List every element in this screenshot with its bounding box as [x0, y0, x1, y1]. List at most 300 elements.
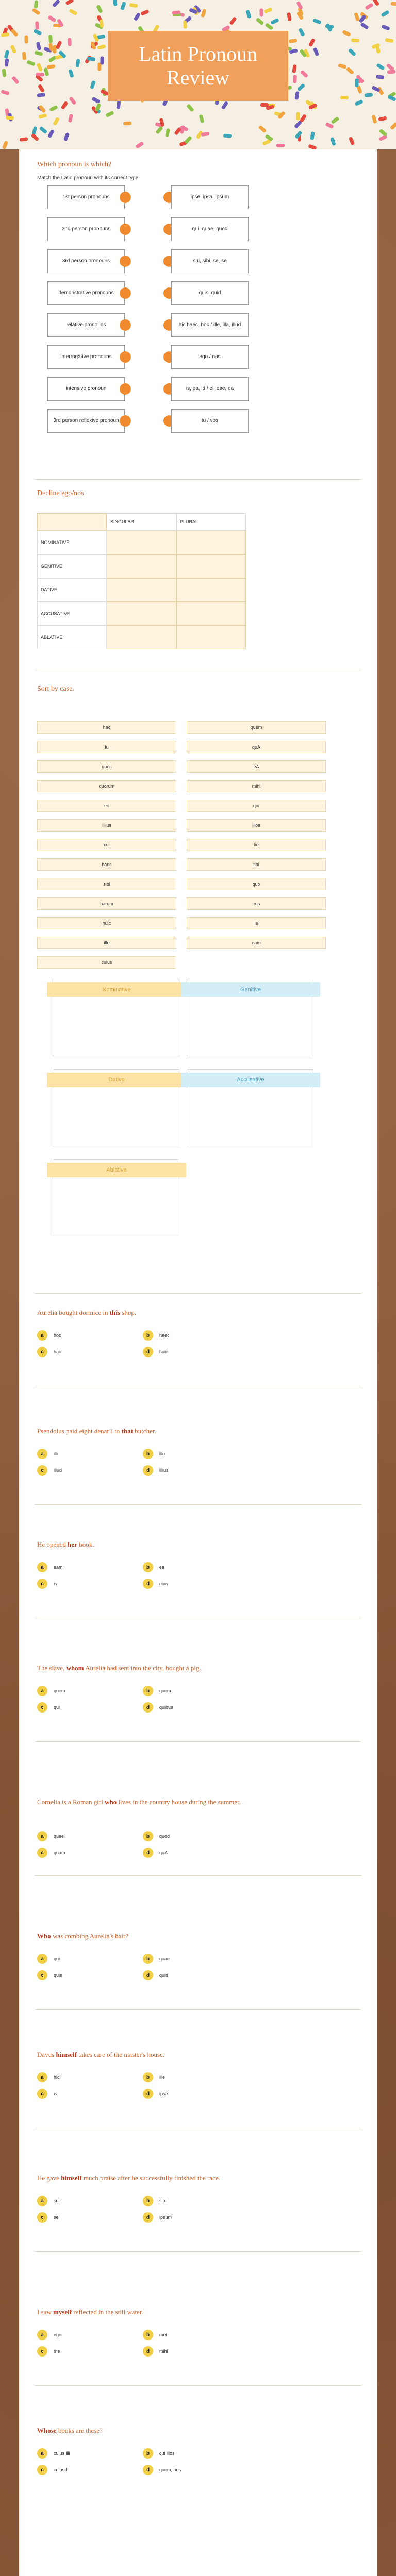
confetti-piece: [259, 8, 263, 16]
option-text: quam: [54, 1850, 65, 1855]
confetti-piece: [381, 24, 390, 30]
match-left-box[interactable]: 3rd person reflexive pronoun: [47, 409, 125, 433]
confetti-piece: [342, 30, 351, 37]
header-plural: PLURAL: [176, 513, 246, 531]
option-letter: b: [143, 1686, 153, 1696]
sort-item[interactable]: quem: [187, 721, 326, 734]
confetti-piece: [68, 38, 72, 46]
category-box-accusative[interactable]: [187, 1069, 314, 1146]
confetti-piece: [298, 28, 305, 37]
answer-option-b[interactable]: [143, 2447, 175, 2460]
singular-input[interactable]: [107, 578, 176, 602]
match-left-box[interactable]: 2nd person pronouns: [47, 217, 125, 241]
confetti-piece: [387, 70, 395, 74]
confetti-piece: [186, 104, 194, 112]
confetti-piece: [355, 78, 359, 87]
sort-item[interactable]: hac: [37, 721, 176, 734]
confetti-piece: [378, 116, 387, 121]
sort-item[interactable]: ille: [37, 937, 176, 949]
confetti-piece: [68, 69, 74, 78]
question-1: [37, 1309, 357, 1317]
sort-item[interactable]: eus: [187, 897, 326, 910]
confetti-piece: [381, 10, 389, 17]
option-text: eius: [159, 1581, 168, 1586]
match-right-box[interactable]: ego / nos: [171, 345, 249, 369]
confetti-piece: [37, 93, 46, 97]
confetti-piece: [90, 80, 96, 89]
confetti-piece: [96, 5, 103, 13]
confetti-piece: [313, 47, 319, 56]
confetti-piece: [371, 115, 377, 124]
category-label: Accusative: [181, 1073, 320, 1087]
question-keyword: Whose: [37, 2427, 57, 2434]
answer-option-c[interactable]: [37, 1846, 65, 1859]
confetti-piece: [120, 2, 126, 10]
option-letter: c: [37, 1465, 47, 1476]
option-text: qui: [54, 1956, 60, 1961]
question-text: Davus: [37, 2050, 56, 2058]
match-left-dot[interactable]: [120, 415, 131, 427]
answer-option-b[interactable]: [143, 2195, 167, 2207]
answer-option-c[interactable]: [37, 1578, 57, 1590]
option-letter: b: [143, 1330, 153, 1341]
match-left-box[interactable]: 3rd person pronouns: [47, 249, 125, 273]
option-text: quid: [159, 1973, 169, 1978]
answer-option-b[interactable]: [143, 1448, 165, 1460]
option-letter: a: [37, 1330, 47, 1341]
confetti-piece: [47, 129, 55, 138]
answer-option-b[interactable]: [143, 1830, 170, 1842]
answer-option-a[interactable]: [37, 1685, 65, 1697]
confetti-piece: [129, 3, 138, 8]
confetti-piece: [385, 38, 394, 43]
confetti-piece: [270, 18, 279, 25]
answer-option-c[interactable]: [37, 2464, 70, 2476]
option-text: quibus: [159, 1705, 173, 1710]
answer-option-a[interactable]: [37, 1448, 58, 1460]
option-letter: d: [143, 1579, 153, 1589]
confetti-piece: [165, 128, 170, 137]
option-letter: c: [37, 2465, 47, 2475]
confetti-piece: [201, 132, 210, 137]
confetti-piece: [65, 0, 74, 5]
question-keyword: whom: [66, 1664, 84, 1672]
confetti-piece: [35, 21, 39, 29]
answer-option-c[interactable]: [37, 2345, 60, 2358]
table-corner: [37, 513, 107, 531]
sort-item[interactable]: quo: [187, 878, 326, 890]
category-box-ablative[interactable]: [53, 1159, 179, 1236]
answer-option-a[interactable]: [37, 2071, 60, 2083]
question-text: Psendolus paid eight denarii to: [37, 1427, 122, 1435]
row-label-genitive: GENITIVE: [37, 554, 107, 578]
confetti-piece: [75, 59, 80, 67]
confetti-piece: [245, 10, 252, 19]
question-text: much praise after he successfully finished the race.: [81, 2174, 220, 2182]
confetti-piece: [346, 67, 355, 75]
option-text: cuius illi: [54, 2451, 70, 2456]
answer-option-c[interactable]: [37, 2211, 59, 2224]
answer-option-a[interactable]: [37, 1561, 63, 1573]
option-text: ipsum: [159, 2215, 172, 2220]
option-text: ille: [159, 2075, 166, 2080]
divider: [35, 1504, 361, 1505]
confetti-piece: [256, 18, 265, 26]
plural-input[interactable]: [176, 554, 246, 578]
option-text: ego: [54, 2332, 62, 2337]
page-title-line-2: Review: [166, 66, 230, 89]
confetti-piece: [38, 113, 47, 119]
confetti-piece: [300, 114, 307, 123]
option-letter: b: [143, 2448, 153, 2459]
answer-option-c[interactable]: [37, 1969, 62, 1981]
confetti-piece: [33, 29, 42, 36]
confetti-piece: [308, 144, 317, 149]
option-letter: a: [37, 2196, 47, 2206]
option-letter: a: [37, 1831, 47, 1841]
category-box-genitive[interactable]: [187, 979, 314, 1056]
confetti-piece: [391, 2, 396, 6]
confetti-piece: [1, 90, 9, 95]
matching-instructions: Match the Latin pronoun with its correct type.: [37, 175, 140, 181]
sort-item[interactable]: is: [187, 917, 326, 929]
confetti-piece: [34, 0, 39, 9]
option-letter: a: [37, 2448, 47, 2459]
confetti-piece: [354, 99, 363, 106]
answer-option-a[interactable]: [37, 1830, 64, 1842]
match-right-box[interactable]: hic haec, hoc / ille, illa, illud: [171, 313, 249, 337]
match-left-dot[interactable]: [120, 319, 131, 331]
sort-item[interactable]: quos: [37, 760, 176, 773]
confetti-piece: [201, 9, 207, 18]
header-singular: SINGULAR: [107, 513, 176, 531]
question-text: Aurelia bought dormice in: [37, 1309, 110, 1316]
section-heading-matching: Which pronoun is which?: [37, 161, 112, 168]
answer-option-c[interactable]: [37, 1701, 60, 1714]
answer-option-d[interactable]: [143, 1846, 168, 1859]
divider: [35, 2251, 361, 2252]
plural-input[interactable]: [176, 531, 246, 554]
answer-option-d[interactable]: [143, 1464, 169, 1477]
confetti-piece: [387, 95, 396, 102]
answer-option-b[interactable]: [143, 1685, 171, 1697]
answer-option-b[interactable]: [143, 2329, 167, 2341]
option-text: quae: [54, 1834, 64, 1839]
option-letter: d: [143, 2346, 153, 2357]
answer-option-b[interactable]: [143, 1561, 164, 1573]
option-text: illo: [159, 1451, 166, 1456]
confetti-piece: [155, 126, 163, 134]
option-letter: b: [143, 2072, 153, 2082]
question-text: butcher.: [133, 1427, 156, 1435]
option-letter: a: [37, 1562, 47, 1572]
question-keyword: himself: [61, 2174, 82, 2182]
sort-item[interactable]: illius: [37, 819, 176, 832]
singular-input[interactable]: [107, 625, 176, 649]
confetti-piece: [97, 44, 106, 50]
confetti-piece: [221, 101, 229, 110]
confetti-piece: [296, 1, 303, 10]
option-letter: c: [37, 1579, 47, 1589]
match-left-box[interactable]: relative pronouns: [47, 313, 125, 337]
confetti-piece: [100, 19, 104, 28]
question-text: lives in the country house during the summer.: [117, 1798, 241, 1806]
confetti-piece: [31, 8, 40, 15]
match-right-box[interactable]: sui, sibi, se, se: [171, 249, 249, 273]
question-keyword: himself: [56, 2050, 77, 2058]
plural-input[interactable]: [176, 602, 246, 625]
answer-option-c[interactable]: [37, 1464, 62, 1477]
singular-input[interactable]: [107, 531, 176, 554]
sort-item[interactable]: tibi: [187, 858, 326, 871]
option-text: cuius hi: [54, 2467, 70, 2472]
question-4: [37, 1664, 357, 1673]
answer-option-c[interactable]: [37, 2088, 57, 2100]
confetti-piece: [52, 0, 60, 8]
plural-input[interactable]: [176, 625, 246, 649]
question-10: [37, 2427, 357, 2435]
category-label: Ablative: [47, 1163, 186, 1177]
section-heading-decline: Decline ego/nos: [37, 489, 84, 497]
sort-item[interactable]: quA: [187, 741, 326, 753]
question-text: reflected in the still water.: [72, 2308, 143, 2316]
singular-input[interactable]: [107, 554, 176, 578]
answer-option-b[interactable]: [143, 2071, 165, 2083]
answer-option-a[interactable]: [37, 2447, 70, 2460]
confetti-piece: [36, 72, 45, 76]
option-letter: c: [37, 1848, 47, 1858]
question-3: [37, 1540, 357, 1549]
confetti-piece: [22, 52, 27, 60]
confetti-piece: [1, 32, 10, 38]
answer-option-a[interactable]: [37, 2195, 60, 2207]
match-left-dot[interactable]: [120, 192, 131, 203]
question-text: books are these?: [56, 2427, 103, 2434]
match-right-box[interactable]: qui, quae, quod: [171, 217, 249, 241]
confetti-piece: [140, 9, 149, 15]
sort-item[interactable]: qui: [187, 800, 326, 812]
confetti-piece: [312, 18, 321, 24]
option-text: se: [54, 2215, 59, 2220]
answer-option-a[interactable]: [37, 2329, 61, 2341]
confetti-piece: [297, 83, 306, 92]
option-text: quA: [159, 1850, 168, 1855]
confetti-piece: [117, 100, 121, 109]
sort-item[interactable]: harum: [37, 897, 176, 910]
confetti-piece: [39, 126, 48, 134]
question-text: He opened: [37, 1540, 68, 1548]
confetti-piece: [68, 114, 73, 123]
sort-item[interactable]: eam: [187, 937, 326, 949]
option-letter: c: [37, 2089, 47, 2099]
confetti-piece: [330, 137, 336, 146]
confetti-piece: [61, 101, 69, 110]
sort-item[interactable]: tu: [37, 741, 176, 753]
answer-option-d[interactable]: [143, 1969, 168, 1981]
confetti-piece: [310, 131, 315, 140]
confetti-piece: [376, 75, 385, 79]
confetti-piece: [365, 3, 373, 10]
confetti-piece: [390, 122, 396, 130]
option-text: hoc: [54, 1333, 61, 1338]
confetti-piece: [348, 48, 356, 56]
option-text: quem: [159, 1688, 171, 1693]
title-box: [108, 31, 288, 101]
match-left-dot[interactable]: [120, 287, 131, 299]
sort-item[interactable]: eA: [187, 760, 326, 773]
divider: [35, 479, 361, 480]
confetti-piece: [31, 133, 40, 142]
match-right-box[interactable]: is, ea, id / ei, eae, ea: [171, 377, 249, 401]
confetti-piece: [34, 50, 43, 56]
match-right-box[interactable]: tu / vos: [171, 409, 249, 433]
option-text: sui: [54, 2198, 60, 2204]
question-keyword: that: [121, 1427, 133, 1435]
match-left-box[interactable]: 1st person pronouns: [47, 185, 125, 209]
confetti-piece: [123, 122, 131, 126]
match-left-box[interactable]: interrogative pronouns: [47, 345, 125, 369]
confetti-piece: [20, 137, 28, 142]
option-letter: d: [143, 2089, 153, 2099]
category-box-nominative[interactable]: [53, 979, 179, 1056]
option-text: sibi: [159, 2198, 167, 2204]
question-text: The slave,: [37, 1664, 67, 1672]
question-7: [37, 2050, 357, 2059]
answer-option-d[interactable]: [143, 1578, 168, 1590]
confetti-piece: [263, 7, 272, 13]
option-letter: d: [143, 1702, 153, 1713]
sort-item[interactable]: mihi: [187, 780, 326, 792]
confetti-piece: [365, 93, 373, 97]
option-letter: b: [143, 1449, 153, 1459]
question-9: [37, 2308, 357, 2317]
confetti-piece: [287, 12, 291, 21]
option-letter: d: [143, 1347, 153, 1357]
option-text: mihi: [159, 2349, 168, 2354]
match-left-box[interactable]: demonstrative pronouns: [47, 281, 125, 305]
answer-option-b[interactable]: [143, 1953, 170, 1965]
confetti-piece: [100, 56, 104, 64]
option-letter: b: [143, 2330, 153, 2340]
match-left-dot[interactable]: [120, 224, 131, 235]
answer-option-d[interactable]: [143, 2464, 181, 2476]
confetti-piece: [55, 41, 62, 49]
match-right-box[interactable]: quis, quid: [171, 281, 249, 305]
sort-item[interactable]: cui: [37, 839, 176, 851]
match-left-dot[interactable]: [120, 351, 131, 363]
sort-item[interactable]: cuius: [37, 956, 176, 969]
question-2: [37, 1427, 357, 1436]
answer-option-d[interactable]: [143, 2345, 168, 2358]
confetti-piece: [199, 114, 205, 123]
option-text: hac: [54, 1349, 61, 1354]
confetti-piece: [47, 15, 56, 22]
option-text: ea: [159, 1565, 165, 1570]
option-text: eam: [54, 1565, 63, 1570]
option-text: illi: [54, 1451, 58, 1456]
match-right-box[interactable]: ipse, ipsa, ipsum: [171, 185, 249, 209]
option-letter: c: [37, 1347, 47, 1357]
confetti-piece: [37, 63, 43, 72]
row-label-accusative: ACCUSATIVE: [37, 602, 107, 625]
answer-option-d[interactable]: [143, 2211, 172, 2224]
confetti-piece: [292, 64, 296, 73]
answer-option-d[interactable]: [143, 1346, 168, 1358]
section-heading-sort: Sort by case.: [37, 685, 74, 693]
confetti-piece: [258, 125, 267, 133]
divider: [35, 1875, 361, 1876]
sort-item[interactable]: huic: [37, 917, 176, 929]
confetti-piece: [294, 91, 299, 100]
answer-option-c[interactable]: [37, 1346, 61, 1358]
option-letter: c: [37, 2346, 47, 2357]
answer-option-a[interactable]: [37, 1953, 60, 1965]
match-left-dot[interactable]: [120, 383, 131, 395]
sort-item[interactable]: quorum: [37, 780, 176, 792]
sort-item[interactable]: hanc: [37, 858, 176, 871]
sort-item[interactable]: eo: [37, 800, 176, 812]
question-keyword: Who: [37, 1932, 51, 1940]
question-keyword: myself: [53, 2308, 72, 2316]
confetti-piece: [11, 76, 20, 84]
header-banner: [0, 0, 396, 149]
confetti-piece: [10, 45, 16, 54]
sort-item[interactable]: tio: [187, 839, 326, 851]
question-text: He gave: [37, 2174, 61, 2182]
confetti-piece: [36, 42, 41, 50]
question-text: shop.: [120, 1309, 137, 1316]
option-letter: d: [143, 1848, 153, 1858]
plural-input[interactable]: [176, 578, 246, 602]
confetti-piece: [38, 84, 45, 93]
option-text: is: [54, 2091, 57, 2096]
confetti-piece: [184, 135, 192, 144]
category-label: Dative: [47, 1073, 186, 1087]
confetti-piece: [112, 0, 117, 6]
question-keyword: who: [105, 1798, 117, 1806]
option-text: quem: [54, 1688, 65, 1693]
option-text: illius: [159, 1468, 169, 1473]
match-left-dot[interactable]: [120, 256, 131, 267]
singular-input[interactable]: [107, 602, 176, 625]
question-text: I saw: [37, 2308, 54, 2316]
confetti-piece: [338, 63, 346, 69]
confetti-piece: [87, 57, 96, 61]
answer-option-d[interactable]: [143, 1701, 173, 1714]
category-label: Genitive: [181, 982, 320, 997]
answer-option-b[interactable]: [143, 1329, 170, 1342]
option-text: huic: [159, 1349, 168, 1354]
sort-item[interactable]: sibi: [37, 878, 176, 890]
option-letter: d: [143, 1465, 153, 1476]
category-box-dative[interactable]: [53, 1069, 179, 1146]
confetti-piece: [134, 12, 141, 21]
sort-item[interactable]: illos: [187, 819, 326, 832]
confetti-piece: [223, 134, 232, 138]
answer-option-d[interactable]: [143, 2088, 168, 2100]
answer-option-a[interactable]: [37, 1329, 61, 1342]
confetti-piece: [10, 28, 19, 37]
option-letter: a: [37, 2072, 47, 2082]
confetti-piece: [47, 64, 56, 69]
divider: [35, 1741, 361, 1742]
category-label: Nominative: [47, 982, 186, 997]
match-left-box[interactable]: intensive pronoun: [47, 377, 125, 401]
confetti-piece: [2, 141, 8, 149]
option-letter: b: [143, 1954, 153, 1964]
confetti-piece: [6, 115, 14, 120]
question-5: [37, 1798, 357, 1807]
